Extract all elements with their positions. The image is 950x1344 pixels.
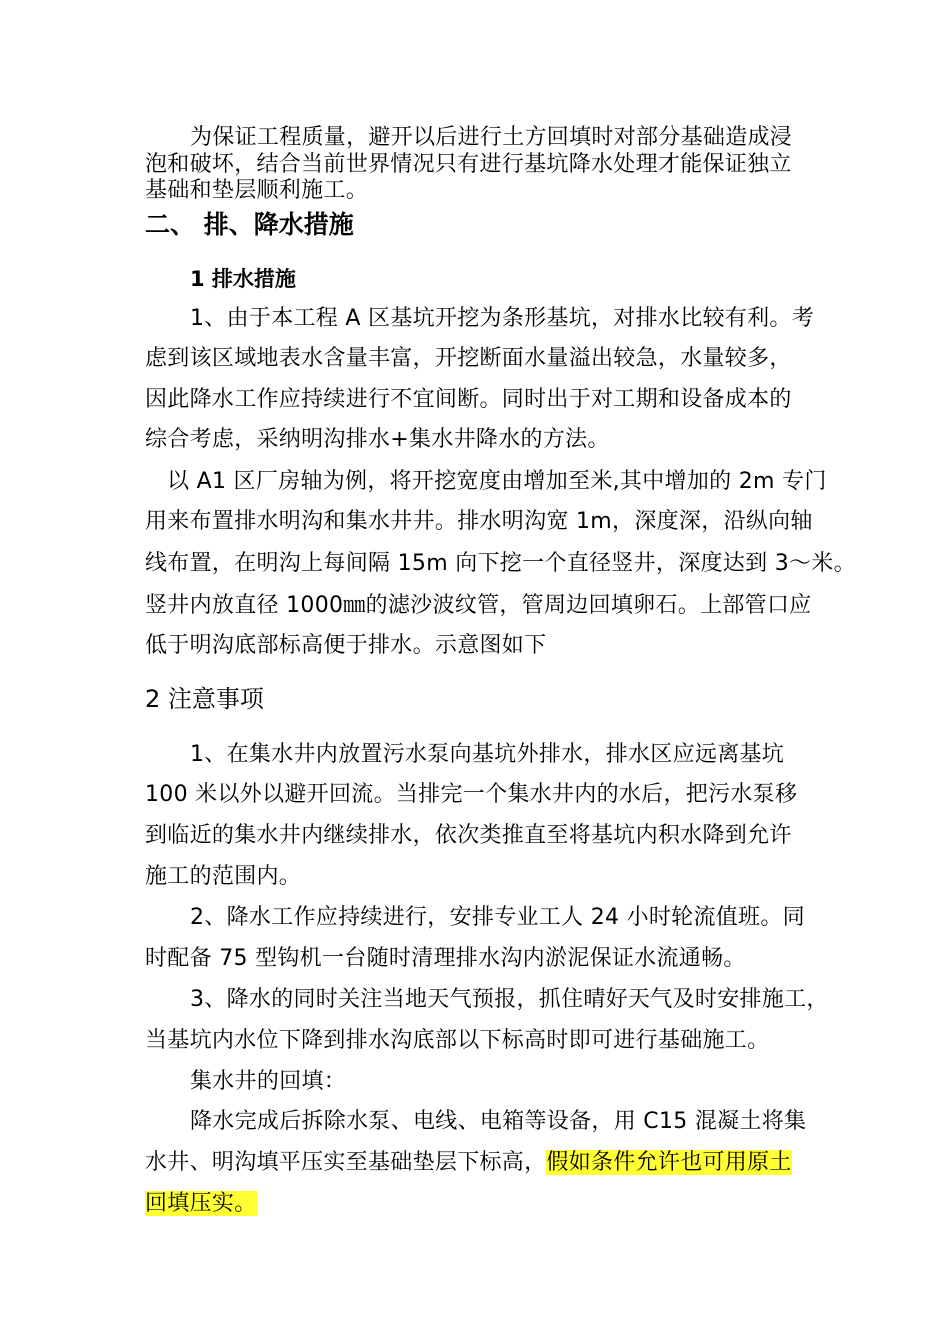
backfill-title: 集水井的回填： xyxy=(190,1069,347,1094)
para2-line-2: 用来布置排水明沟和集水井井。排水明沟宽 1m，深度深，沿纵向轴 xyxy=(145,509,813,534)
backfill-line-3 xyxy=(145,1189,257,1219)
note3-line-2: 当基坑内水位下降到排水沟底部以下标高时即可进行基础施工。 xyxy=(145,1028,770,1053)
intro-line-1: 为保证工程质量，避开以后进行土方回填时对部分基础造成浸 xyxy=(190,125,793,150)
drainage-measures-heading: 1 排水措施 xyxy=(190,267,296,291)
section-heading: 二、 排、降水措施 xyxy=(145,210,354,239)
highlighted-text-end: 回填压实。 xyxy=(145,1191,257,1216)
note1-line-3: 到临近的集水井内继续排水，依次类推直至将基坑内积水降到允许 xyxy=(145,823,792,848)
backfill-line-2-text: 水井、明沟填平压实至基础垫层下标高， xyxy=(145,1150,547,1175)
para1-line-3: 因此降水工作应持续进行不宜间断。同时出于对工期和设备成本的 xyxy=(145,387,792,412)
note1-line-1: 1、在集水井内放置污水泵向基坑外排水，排水区应远离基坑 xyxy=(190,742,785,767)
note1-line-2: 100 米以外以避开回流。当排完一个集水井内的水后，把污水泵移 xyxy=(145,782,798,807)
para2-line-3: 线布置，在明沟上每间隔 15m 向下挖一个直径竖井，深度达到 3～米。 xyxy=(145,551,856,576)
note2-line-1: 2、降水工作应持续进行，安排专业工人 24 小时轮流值班。同 xyxy=(190,905,805,930)
note3-line-1: 3、降水的同时关注当地天气预报，抓住晴好天气及时安排施工， xyxy=(190,987,829,1012)
para2-line-1: 以 A1 区厂房轴为例，将开挖宽度由增加至米,其中增加的 2m 专门 xyxy=(167,469,827,494)
highlighted-text: 假如条件允许也可用原土 xyxy=(546,1150,792,1175)
intro-line-3: 基础和垫层顺利施工。 xyxy=(145,178,369,203)
backfill-line-1: 降水完成后拆除水泵、电线、电箱等设备，用 C15 混凝土将集 xyxy=(190,1109,807,1134)
intro-line-2: 泡和破坏，结合当前世界情况只有进行基坑降水处理才能保证独立 xyxy=(145,152,792,177)
para1-line-1: 1、由于本工程 A 区基坑开挖为条形基坑，对排水比较有利。考 xyxy=(190,306,815,331)
notes-heading: 2 注意事项 xyxy=(145,685,264,713)
backfill-line-2 xyxy=(145,1148,792,1178)
para1-line-4: 综合考虑，采纳明沟排水+集水井降水的方法。 xyxy=(145,427,610,452)
para2-line-5: 低于明沟底部标高便于排水。示意图如下 xyxy=(145,633,547,658)
para1-line-2: 虑到该区域地表水含量丰富，开挖断面水量溢出较急，水量较多， xyxy=(145,346,792,371)
para2-line-4: 竖井内放直径 1000㎜的滤沙波纹管，管周边回填卵石。上部管口应 xyxy=(145,593,812,618)
note2-line-2: 时配备 75 型钩机一台随时清理排水沟内淤泥保证水流通畅。 xyxy=(145,946,746,971)
note1-line-4: 施工的范围内。 xyxy=(145,864,302,889)
